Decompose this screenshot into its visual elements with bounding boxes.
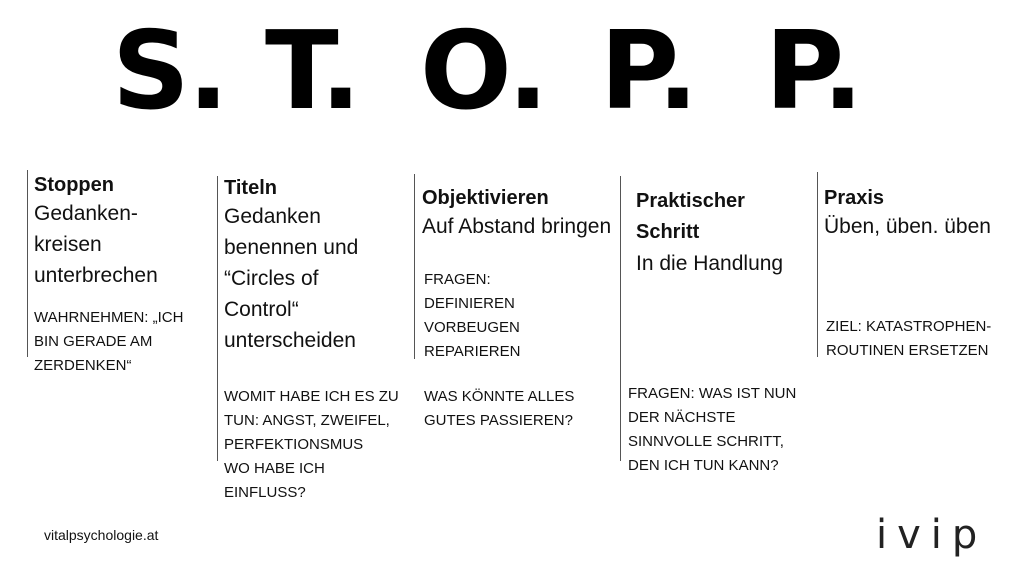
column-objektivieren-notes <box>424 385 614 433</box>
note-line: ROUTINEN ERSETZEN <box>826 342 989 359</box>
column-subtitle-line: Üben, üben. üben <box>824 215 991 238</box>
note-line: PERFEKTIONSMUS <box>224 436 364 453</box>
note-line: SINNVOLLE SCHRITT, <box>628 433 784 450</box>
note-line: BIN GERADE AM <box>34 333 153 350</box>
stopp-title <box>0 9 1024 134</box>
column-divider-2 <box>217 176 218 461</box>
column-subtitle-line: benennen und <box>224 236 359 259</box>
note-line: DER NÄCHSTE <box>628 409 736 426</box>
column-stoppen <box>34 172 214 291</box>
title-letter-s: S. <box>112 9 227 134</box>
note-line: WO HABE ICH <box>224 460 325 477</box>
question-line: FRAGEN: <box>424 271 491 288</box>
column-heading: Titeln <box>224 177 277 199</box>
column-heading: Stoppen <box>34 174 114 196</box>
column-objektivieren <box>422 185 632 242</box>
website-url: vitalpsychologie.at <box>44 527 159 543</box>
question-line: DEFINIEREN <box>424 295 515 312</box>
note-line: ZERDENKEN“ <box>34 357 132 374</box>
column-subtitle-line: Gedanken <box>224 205 321 228</box>
note-line: DEN ICH TUN KANN? <box>628 457 779 474</box>
title-letter-p1: P. <box>600 9 697 134</box>
title-letter-p2: P. <box>765 9 862 134</box>
note-line: TUN: ANGST, ZWEIFEL, <box>224 412 390 429</box>
column-heading-line: Schritt <box>636 221 700 243</box>
title-letter-o: O. <box>420 9 547 134</box>
note-line: WAS KÖNNTE ALLES <box>424 388 575 405</box>
title-letter-t: T. <box>265 9 360 134</box>
column-subtitle-line: Control“ <box>224 298 299 321</box>
note-line: GUTES PASSIEREN? <box>424 412 573 429</box>
column-praxis <box>824 185 1019 242</box>
column-subtitle-line: unterscheiden <box>224 329 356 352</box>
column-titeln <box>224 175 414 356</box>
column-praktischer-schritt <box>636 186 816 279</box>
column-subtitle-line: Auf Abstand bringen <box>422 215 612 238</box>
column-praktischer-schritt-notes <box>628 382 818 478</box>
column-divider-1 <box>27 170 28 357</box>
column-subtitle-line: unterbrechen <box>34 264 158 287</box>
column-divider-5 <box>817 172 818 357</box>
column-objektivieren-questions <box>424 268 614 364</box>
note-line: EINFLUSS? <box>224 484 306 501</box>
ivip-logo: ivip <box>876 512 988 558</box>
note-line: ZIEL: KATASTROPHEN- <box>826 318 992 335</box>
question-line: REPARIEREN <box>424 343 521 360</box>
column-divider-4 <box>620 176 621 461</box>
column-subtitle-line: “Circles of <box>224 267 319 290</box>
column-subtitle-line: Gedanken- <box>34 202 138 225</box>
note-line: WOMIT HABE ICH ES ZU <box>224 388 399 405</box>
column-heading: Objektivieren <box>422 187 549 209</box>
column-heading: Praxis <box>824 187 885 209</box>
question-line: VORBEUGEN <box>424 319 520 336</box>
column-stoppen-notes <box>34 306 214 378</box>
column-subtitle-line: kreisen <box>34 233 102 256</box>
column-titeln-notes <box>224 385 424 505</box>
note-line: WAHRNEHMEN: „ICH <box>34 309 184 326</box>
column-praxis-notes <box>826 315 1021 363</box>
column-heading-line: Praktischer <box>636 190 745 212</box>
column-subtitle-line: In die Handlung <box>636 252 784 275</box>
column-divider-3 <box>414 174 415 359</box>
note-line: FRAGEN: WAS IST NUN <box>628 385 797 402</box>
